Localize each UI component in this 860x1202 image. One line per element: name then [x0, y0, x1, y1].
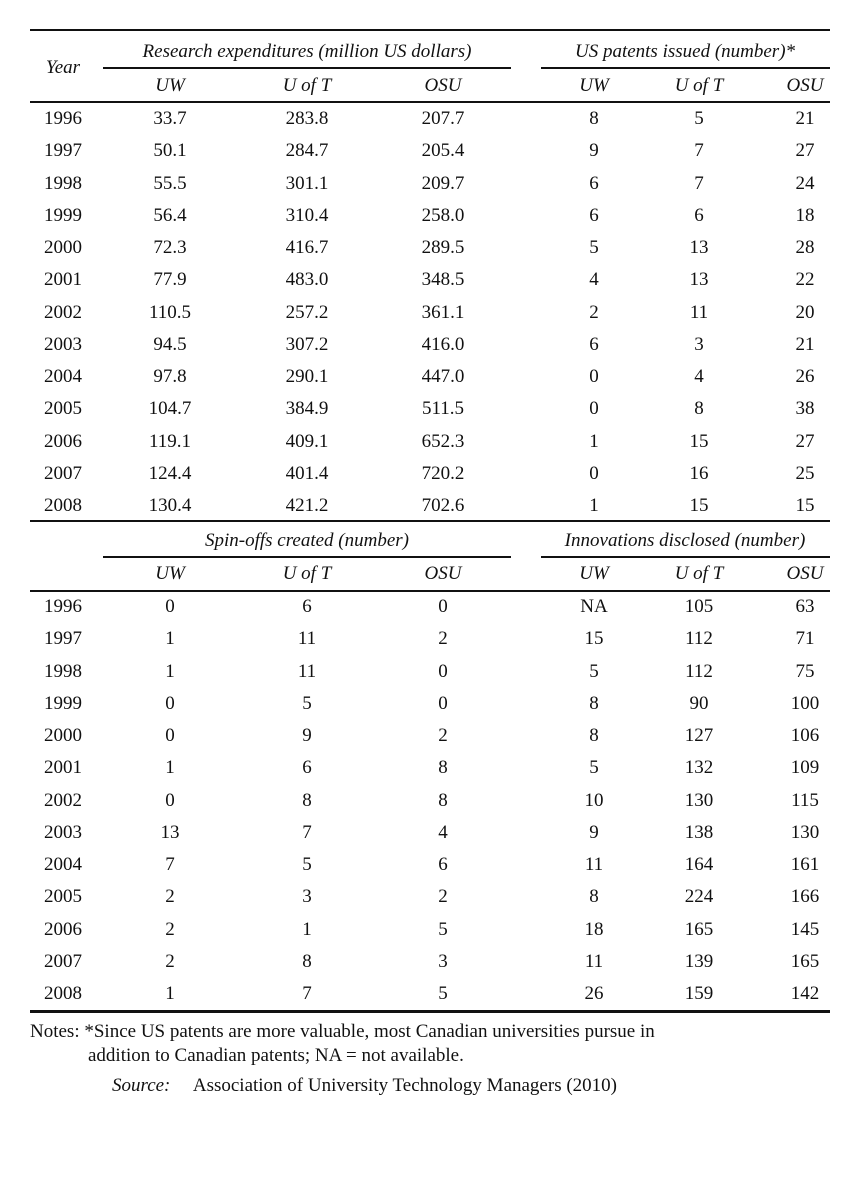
table-cell: 421.2 [285, 495, 329, 516]
table-cell: 224 [684, 886, 714, 908]
table-cell: 301.1 [285, 172, 329, 194]
year-cell: 2008 [44, 983, 82, 1004]
table-cell: 416.7 [285, 237, 329, 258]
table-cell: 1 [589, 495, 599, 516]
table-cell: 20 [795, 301, 815, 323]
year-cell: 2000 [44, 725, 82, 746]
table-cell: 8 [302, 950, 312, 972]
table-cell: 2 [165, 950, 175, 972]
table-cell: 21 [795, 108, 815, 129]
table-cell: 8 [438, 789, 448, 811]
table-cell: 18 [795, 204, 815, 226]
table-cell: 307.2 [285, 333, 329, 355]
table-cell: 18 [584, 918, 604, 940]
group-rule-1a [103, 67, 511, 69]
table-cell: 16 [689, 462, 709, 484]
table-cell: 77.9 [153, 269, 187, 291]
year-header: Year [45, 57, 81, 78]
table-cell: 3 [438, 950, 448, 972]
table-cell: 409.1 [285, 430, 329, 452]
section-divider-rule [30, 520, 830, 522]
table-cell: 145 [790, 918, 820, 940]
column-header: U of T [674, 75, 724, 96]
table-cell: 5 [302, 692, 312, 714]
table-cell: 447.0 [421, 366, 465, 387]
table-cell: 7 [302, 983, 312, 1004]
table-cell: 97.8 [153, 366, 187, 387]
table-cell: 3 [694, 333, 704, 355]
year-cell: 2008 [44, 495, 82, 516]
table-cell: 6 [694, 204, 704, 226]
table-cell: 13 [689, 269, 709, 291]
table-cell: 5 [589, 757, 599, 779]
table-cell: 106 [790, 725, 820, 746]
source-text: Association of University Technology Managers (2010) [192, 1075, 617, 1096]
table-cell: 5 [438, 918, 448, 940]
group-header: Innovations disclosed (number) [564, 530, 806, 551]
table-cell: 1 [589, 430, 599, 452]
table-cell: 257.2 [285, 301, 329, 323]
table-notes [30, 1020, 655, 1068]
table-cell: 10 [584, 789, 604, 811]
group-rule-2b [541, 556, 830, 558]
table-cell: 483.0 [285, 269, 329, 291]
table-cell: 652.3 [421, 430, 465, 452]
table-cell: 27 [795, 430, 815, 452]
table-cell: 4 [438, 821, 448, 843]
table-cell: 159 [684, 983, 714, 1004]
year-cell: 2005 [44, 398, 82, 420]
table-cell: 0 [589, 462, 599, 484]
table-cell: 511.5 [421, 398, 465, 420]
table-cell: 112 [685, 660, 713, 682]
table-cell: 720.2 [421, 462, 465, 484]
table-cell: 130 [790, 821, 820, 843]
table-cell: 142 [790, 983, 820, 1004]
table-cell: 72.3 [153, 237, 187, 258]
table-cell: 11 [297, 660, 317, 682]
table-cell: 6 [302, 757, 312, 779]
group-rule-2a [103, 556, 511, 558]
table-cell: 0 [438, 596, 448, 617]
notes-line-2: addition to Canadian patents; NA = not available. [88, 1045, 464, 1066]
group-header: Spin-offs created (number) [204, 530, 410, 551]
table-cell: 361.1 [421, 301, 465, 323]
year-cell: 2004 [44, 366, 82, 387]
year-cell: 1997 [44, 628, 82, 650]
table-cell: 258.0 [421, 204, 465, 226]
table-cell: 75 [795, 660, 815, 682]
column-header: UW [155, 75, 185, 96]
table-cell: 0 [165, 596, 175, 617]
table-cell: 5 [694, 108, 704, 129]
table-cell: 3 [302, 886, 312, 908]
table-cell: 1 [302, 918, 312, 940]
table-cell: 7 [694, 172, 704, 194]
table-cell: 290.1 [285, 366, 329, 387]
table-cell: 0 [589, 366, 599, 387]
table-cell: 8 [589, 725, 599, 746]
table-cell: 4 [589, 269, 599, 291]
table-cell: 11 [584, 950, 604, 972]
table-cell: 9 [589, 140, 599, 162]
notes-line-1: Notes: *Since US patents are more valuable, most Canadian universities pursue in [30, 1021, 655, 1042]
table-cell: 6 [589, 172, 599, 194]
table-cell: 7 [694, 140, 704, 162]
table-cell: 8 [589, 692, 599, 714]
year-cell: 2003 [44, 333, 82, 355]
table-cell: 130.4 [148, 495, 192, 516]
top-rule [30, 29, 830, 31]
year-cell: 2004 [44, 854, 82, 875]
group-header: US patents issued (number)* [574, 41, 796, 62]
table-cell: 2 [165, 886, 175, 908]
table-cell: 55.5 [153, 172, 187, 194]
table-cell: 94.5 [153, 333, 187, 355]
table-cell: 5 [438, 983, 448, 1004]
table-cell: 384.9 [285, 398, 329, 420]
table-cell: 702.6 [421, 495, 465, 516]
table-cell: 139 [684, 950, 714, 972]
column-header: OSU [424, 563, 462, 584]
table-cell: 310.4 [285, 204, 329, 226]
table-cell: 165 [684, 918, 714, 940]
table-cell: 6 [438, 854, 448, 875]
table-cell: 8 [589, 108, 599, 129]
year-cell: 2001 [44, 269, 82, 291]
table-cell: 1 [165, 757, 175, 779]
table-cell: 127 [684, 725, 714, 746]
year-cell: 2001 [44, 757, 82, 779]
table-cell: 8 [302, 789, 312, 811]
column-header: UW [579, 75, 609, 96]
table-cell: 209.7 [421, 172, 465, 194]
table-cell: 90 [689, 692, 709, 714]
table-cell: 124.4 [148, 462, 192, 484]
column-header: UW [579, 563, 609, 584]
table-cell: 0 [165, 725, 175, 746]
year-cell: 2002 [44, 301, 82, 323]
table-cell: 8 [438, 757, 448, 779]
table-cell: 164 [684, 854, 714, 875]
year-cell: 1999 [44, 204, 82, 226]
year-cell: 2007 [44, 950, 82, 972]
table-cell: 11 [584, 854, 604, 875]
table-cell: 165 [790, 950, 820, 972]
column-header: U of T [282, 563, 332, 584]
year-cell: 2002 [44, 789, 82, 811]
year-cell: 1998 [44, 172, 82, 194]
header-rule-2 [30, 590, 830, 592]
table-cell: 289.5 [421, 237, 465, 258]
table-cell: 33.7 [153, 108, 187, 129]
table-cell: 284.7 [285, 140, 329, 162]
table-cell: NA [580, 596, 608, 617]
table-cell: 115 [791, 789, 819, 811]
table-cell: 15 [689, 495, 709, 516]
table-cell: 0 [165, 692, 175, 714]
source-label: Source: [112, 1075, 171, 1096]
table-cell: 105 [684, 596, 714, 617]
table-cell: 283.8 [285, 108, 329, 129]
column-header: OSU [424, 75, 462, 96]
bottom-rule [30, 1010, 830, 1013]
table-cell: 15 [795, 495, 815, 516]
year-cell: 1999 [44, 692, 82, 714]
table-cell: 6 [589, 333, 599, 355]
table-cell: 0 [589, 398, 599, 420]
table-cell: 1 [165, 660, 175, 682]
table-cell: 6 [302, 596, 312, 617]
header-rule-1 [30, 101, 830, 103]
table-cell: 27 [795, 140, 815, 162]
table-cell: 26 [795, 366, 815, 387]
source-line [112, 1074, 617, 1098]
year-cell: 2007 [44, 462, 82, 484]
table-cell: 416.0 [421, 333, 465, 355]
table-cell: 4 [694, 366, 704, 387]
table-cell: 2 [438, 725, 448, 746]
table-cell: 71 [795, 628, 815, 650]
table-cell: 15 [584, 628, 604, 650]
table-cell: 2 [165, 918, 175, 940]
year-cell: 2006 [44, 918, 82, 940]
table-cell: 2 [589, 301, 599, 323]
table-cell: 205.4 [421, 140, 465, 162]
year-cell: 1997 [44, 140, 82, 162]
table-cell: 348.5 [421, 269, 465, 291]
table-cell: 22 [795, 269, 815, 291]
table-cell: 110.5 [148, 301, 192, 323]
table-cell: 0 [438, 692, 448, 714]
table-cell: 21 [795, 333, 815, 355]
table-cell: 132 [684, 757, 714, 779]
column-header: OSU [786, 563, 824, 584]
table-cell: 2 [438, 628, 448, 650]
table-cell: 207.7 [421, 108, 465, 129]
year-cell: 2005 [44, 886, 82, 908]
table-cell: 2 [438, 886, 448, 908]
table-cell: 161 [790, 854, 820, 875]
table-cell: 13 [689, 237, 709, 258]
table-cell: 5 [589, 660, 599, 682]
table-cell: 0 [165, 789, 175, 811]
year-cell: 2003 [44, 821, 82, 843]
table-cell: 56.4 [153, 204, 187, 226]
table-cell: 1 [165, 983, 175, 1004]
table-cell: 63 [795, 596, 815, 617]
table-cell: 5 [589, 237, 599, 258]
table-cell: 50.1 [153, 140, 187, 162]
year-cell: 1998 [44, 660, 82, 682]
table-cell: 0 [438, 660, 448, 682]
table-cell: 25 [795, 462, 815, 484]
table-cell: 15 [689, 430, 709, 452]
table-cell: 7 [302, 821, 312, 843]
table-cell: 130 [684, 789, 714, 811]
table-cell: 104.7 [148, 398, 192, 420]
column-header: OSU [786, 75, 824, 96]
table-cell: 166 [790, 886, 820, 908]
table-cell: 11 [689, 301, 709, 323]
table-cell: 109 [790, 757, 820, 779]
table-cell: 13 [160, 821, 180, 843]
table-cell: 119.1 [148, 430, 192, 452]
year-cell: 1996 [44, 108, 82, 129]
column-header: UW [155, 563, 185, 584]
table-cell: 112 [685, 628, 713, 650]
year-cell: 2006 [44, 430, 82, 452]
table-cell: 100 [790, 692, 820, 714]
group-rule-1b [541, 67, 830, 69]
table-cell: 7 [165, 854, 175, 875]
table-cell: 8 [589, 886, 599, 908]
table-cell: 24 [795, 172, 815, 194]
table-cell: 28 [795, 237, 815, 258]
table-cell: 6 [589, 204, 599, 226]
table-cell: 9 [589, 821, 599, 843]
table-cell: 5 [302, 854, 312, 875]
column-header: U of T [674, 563, 724, 584]
table-cell: 38 [795, 398, 815, 420]
year-cell: 1996 [44, 596, 82, 617]
table-cell: 1 [165, 628, 175, 650]
column-header: U of T [282, 75, 332, 96]
year-cell: 2000 [44, 237, 82, 258]
table-cell: 401.4 [285, 462, 329, 484]
table-cell: 8 [694, 398, 704, 420]
table-cell: 11 [297, 628, 317, 650]
table-cell: 9 [302, 725, 312, 746]
group-header: Research expenditures (million US dollars) [142, 41, 472, 62]
table-cell: 26 [584, 983, 604, 1004]
table-cell: 138 [684, 821, 714, 843]
